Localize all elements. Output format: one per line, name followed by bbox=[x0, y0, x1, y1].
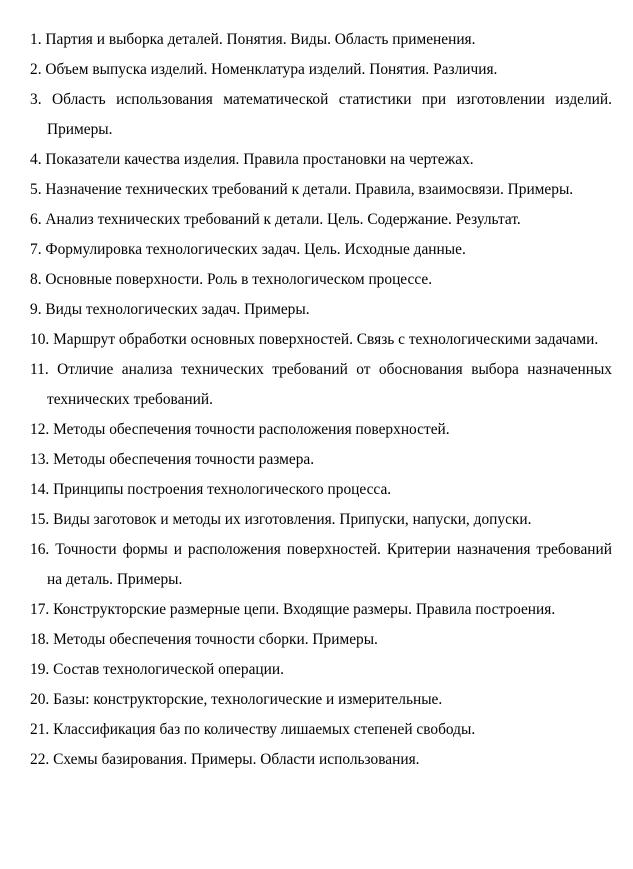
item-text: Отличие анализа технических требований от обоснования выбора назначенных технических требований. bbox=[47, 361, 612, 408]
item-number: 18. bbox=[30, 631, 50, 648]
item-number: 12. bbox=[30, 421, 50, 438]
item-text: Маршрут обработки основных поверхностей. Связь с технологическими задачами. bbox=[53, 331, 599, 348]
item-text: Методы обеспечения точности размера. bbox=[53, 451, 315, 468]
list-item bbox=[30, 25, 612, 55]
item-number: 1. bbox=[30, 31, 42, 48]
item-text: Виды заготовок и методы их изготовления. Припуски, напуски, допуски. bbox=[53, 511, 532, 528]
item-number: 17. bbox=[30, 601, 50, 618]
item-number: 16. bbox=[30, 541, 50, 558]
item-number: 20. bbox=[30, 691, 50, 708]
item-text: Методы обеспечения точности сборки. Примеры. bbox=[53, 631, 378, 648]
list-item bbox=[30, 325, 612, 355]
item-number: 21. bbox=[30, 721, 50, 738]
question-list bbox=[30, 25, 612, 775]
item-number: 11. bbox=[30, 361, 49, 378]
item-number: 10. bbox=[30, 331, 50, 348]
item-text: Точности формы и расположения поверхностей. Критерии назначения требований на деталь. Примеры. bbox=[47, 541, 612, 588]
list-item bbox=[30, 55, 612, 85]
list-item bbox=[30, 415, 612, 445]
item-text: Партия и выборка деталей. Понятия. Виды. Область применения. bbox=[45, 31, 476, 48]
list-item bbox=[30, 655, 612, 685]
item-number: 5. bbox=[30, 181, 42, 198]
item-number: 3. bbox=[30, 91, 42, 108]
item-text: Классификация баз по количеству лишаемых степеней свободы. bbox=[53, 721, 476, 738]
item-text: Область использования математической статистики при изготовлении изделий. Примеры. bbox=[47, 91, 612, 138]
list-item bbox=[30, 355, 612, 415]
list-item bbox=[30, 595, 612, 625]
item-number: 2. bbox=[30, 61, 42, 78]
list-item bbox=[30, 85, 612, 145]
item-number: 6. bbox=[30, 211, 42, 228]
item-text: Формулировка технологических задач. Цель. Исходные данные. bbox=[45, 241, 466, 258]
item-number: 19. bbox=[30, 661, 50, 678]
list-item bbox=[30, 445, 612, 475]
item-number: 15. bbox=[30, 511, 50, 528]
item-text: Состав технологической операции. bbox=[53, 661, 284, 678]
list-item bbox=[30, 295, 612, 325]
item-text: Анализ технических требований к детали. Цель. Содержание. Результат. bbox=[45, 211, 521, 228]
item-text: Объем выпуска изделий. Номенклатура изделий. Понятия. Различия. bbox=[45, 61, 498, 78]
item-text: Базы: конструкторские, технологические и измерительные. bbox=[53, 691, 443, 708]
list-item bbox=[30, 685, 612, 715]
item-number: 7. bbox=[30, 241, 42, 258]
list-item bbox=[30, 505, 612, 535]
list-item bbox=[30, 625, 612, 655]
item-number: 22. bbox=[30, 751, 50, 768]
list-item bbox=[30, 145, 612, 175]
item-number: 9. bbox=[30, 301, 42, 318]
list-item bbox=[30, 475, 612, 505]
item-text: Принципы построения технологического процесса. bbox=[53, 481, 392, 498]
item-text: Схемы базирования. Примеры. Области использования. bbox=[53, 751, 420, 768]
item-text: Конструкторские размерные цепи. Входящие размеры. Правила построения. bbox=[53, 601, 556, 618]
item-text: Показатели качества изделия. Правила простановки на чертежах. bbox=[45, 151, 474, 168]
item-text: Основные поверхности. Роль в технологическом процессе. bbox=[45, 271, 433, 288]
list-item bbox=[30, 205, 612, 235]
item-text: Виды технологических задач. Примеры. bbox=[45, 301, 310, 318]
list-item bbox=[30, 715, 612, 745]
list-item bbox=[30, 175, 612, 205]
list-item bbox=[30, 745, 612, 775]
list-item bbox=[30, 265, 612, 295]
item-text: Назначение технических требований к детали. Правила, взаимосвязи. Примеры. bbox=[45, 181, 574, 198]
item-number: 14. bbox=[30, 481, 50, 498]
item-number: 8. bbox=[30, 271, 42, 288]
list-item bbox=[30, 535, 612, 595]
item-number: 4. bbox=[30, 151, 42, 168]
item-number: 13. bbox=[30, 451, 50, 468]
item-text: Методы обеспечения точности расположения поверхностей. bbox=[53, 421, 450, 438]
list-item bbox=[30, 235, 612, 265]
